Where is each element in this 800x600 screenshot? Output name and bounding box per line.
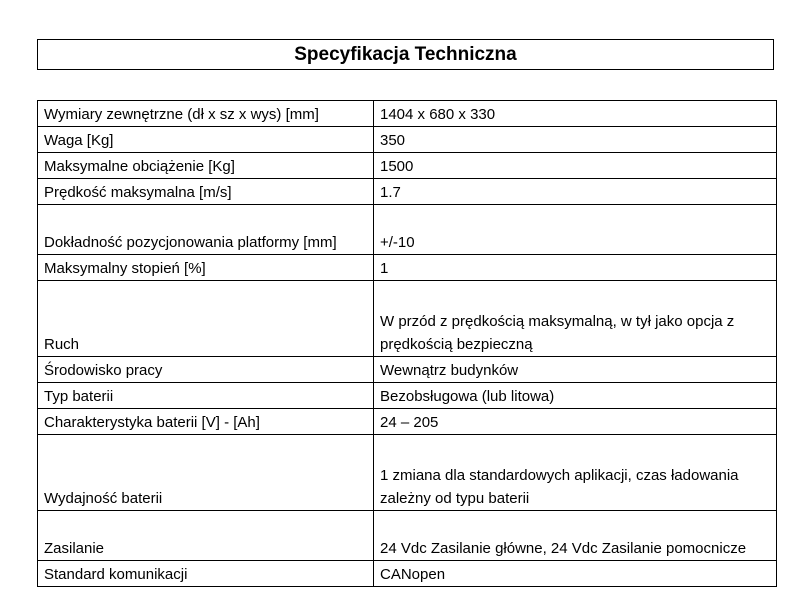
row-label: Wymiary zewnętrzne (dł x sz x wys) [mm] (38, 101, 374, 127)
table-row (38, 511, 777, 561)
row-value: 1404 x 680 x 330 (374, 101, 777, 127)
table-row (38, 205, 777, 255)
table-row (38, 561, 777, 587)
title-text: Specyfikacja Techniczna (294, 43, 517, 65)
row-label: Prędkość maksymalna [m/s] (38, 179, 374, 205)
row-value: 1.7 (374, 179, 777, 205)
row-value: Wewnątrz budynków (374, 357, 777, 383)
row-label: Typ baterii (38, 383, 374, 409)
row-value: 24 – 205 (374, 409, 777, 435)
row-label: Wydajność baterii (38, 435, 374, 511)
row-value: Bezobsługowa (lub litowa) (374, 383, 777, 409)
table-row (38, 409, 777, 435)
row-label: Maksymalny stopień [%] (38, 255, 374, 281)
row-value: 350 (374, 127, 777, 153)
table-row (38, 153, 777, 179)
row-label: Zasilanie (38, 511, 374, 561)
table-row (38, 179, 777, 205)
table-row (38, 357, 777, 383)
row-label: Charakterystyka baterii [V] - [Ah] (38, 409, 374, 435)
table-row (38, 383, 777, 409)
row-label: Maksymalne obciążenie [Kg] (38, 153, 374, 179)
table-row (38, 127, 777, 153)
table-row (38, 435, 777, 511)
row-value: CANopen (374, 561, 777, 587)
row-value: 1 zmiana dla standardowych aplikacji, czas ładowania zależny od typu baterii (374, 435, 777, 511)
row-label: Standard komunikacji (38, 561, 374, 587)
row-value: 1 (374, 255, 777, 281)
row-label: Środowisko pracy (38, 357, 374, 383)
row-label: Ruch (38, 281, 374, 357)
row-value: +/-10 (374, 205, 777, 255)
table-row (38, 255, 777, 281)
row-value: 24 Vdc Zasilanie główne, 24 Vdc Zasilanie pomocnicze (374, 511, 777, 561)
row-label: Waga [Kg] (38, 127, 374, 153)
row-value: 1500 (374, 153, 777, 179)
row-value: W przód z prędkością maksymalną, w tył jako opcja z prędkością bezpieczną (374, 281, 777, 357)
table-row (38, 281, 777, 357)
row-label: Dokładność pozycjonowania platformy [mm] (38, 205, 374, 255)
table-row (38, 101, 777, 127)
document-title (37, 39, 774, 70)
spec-table (37, 100, 777, 587)
